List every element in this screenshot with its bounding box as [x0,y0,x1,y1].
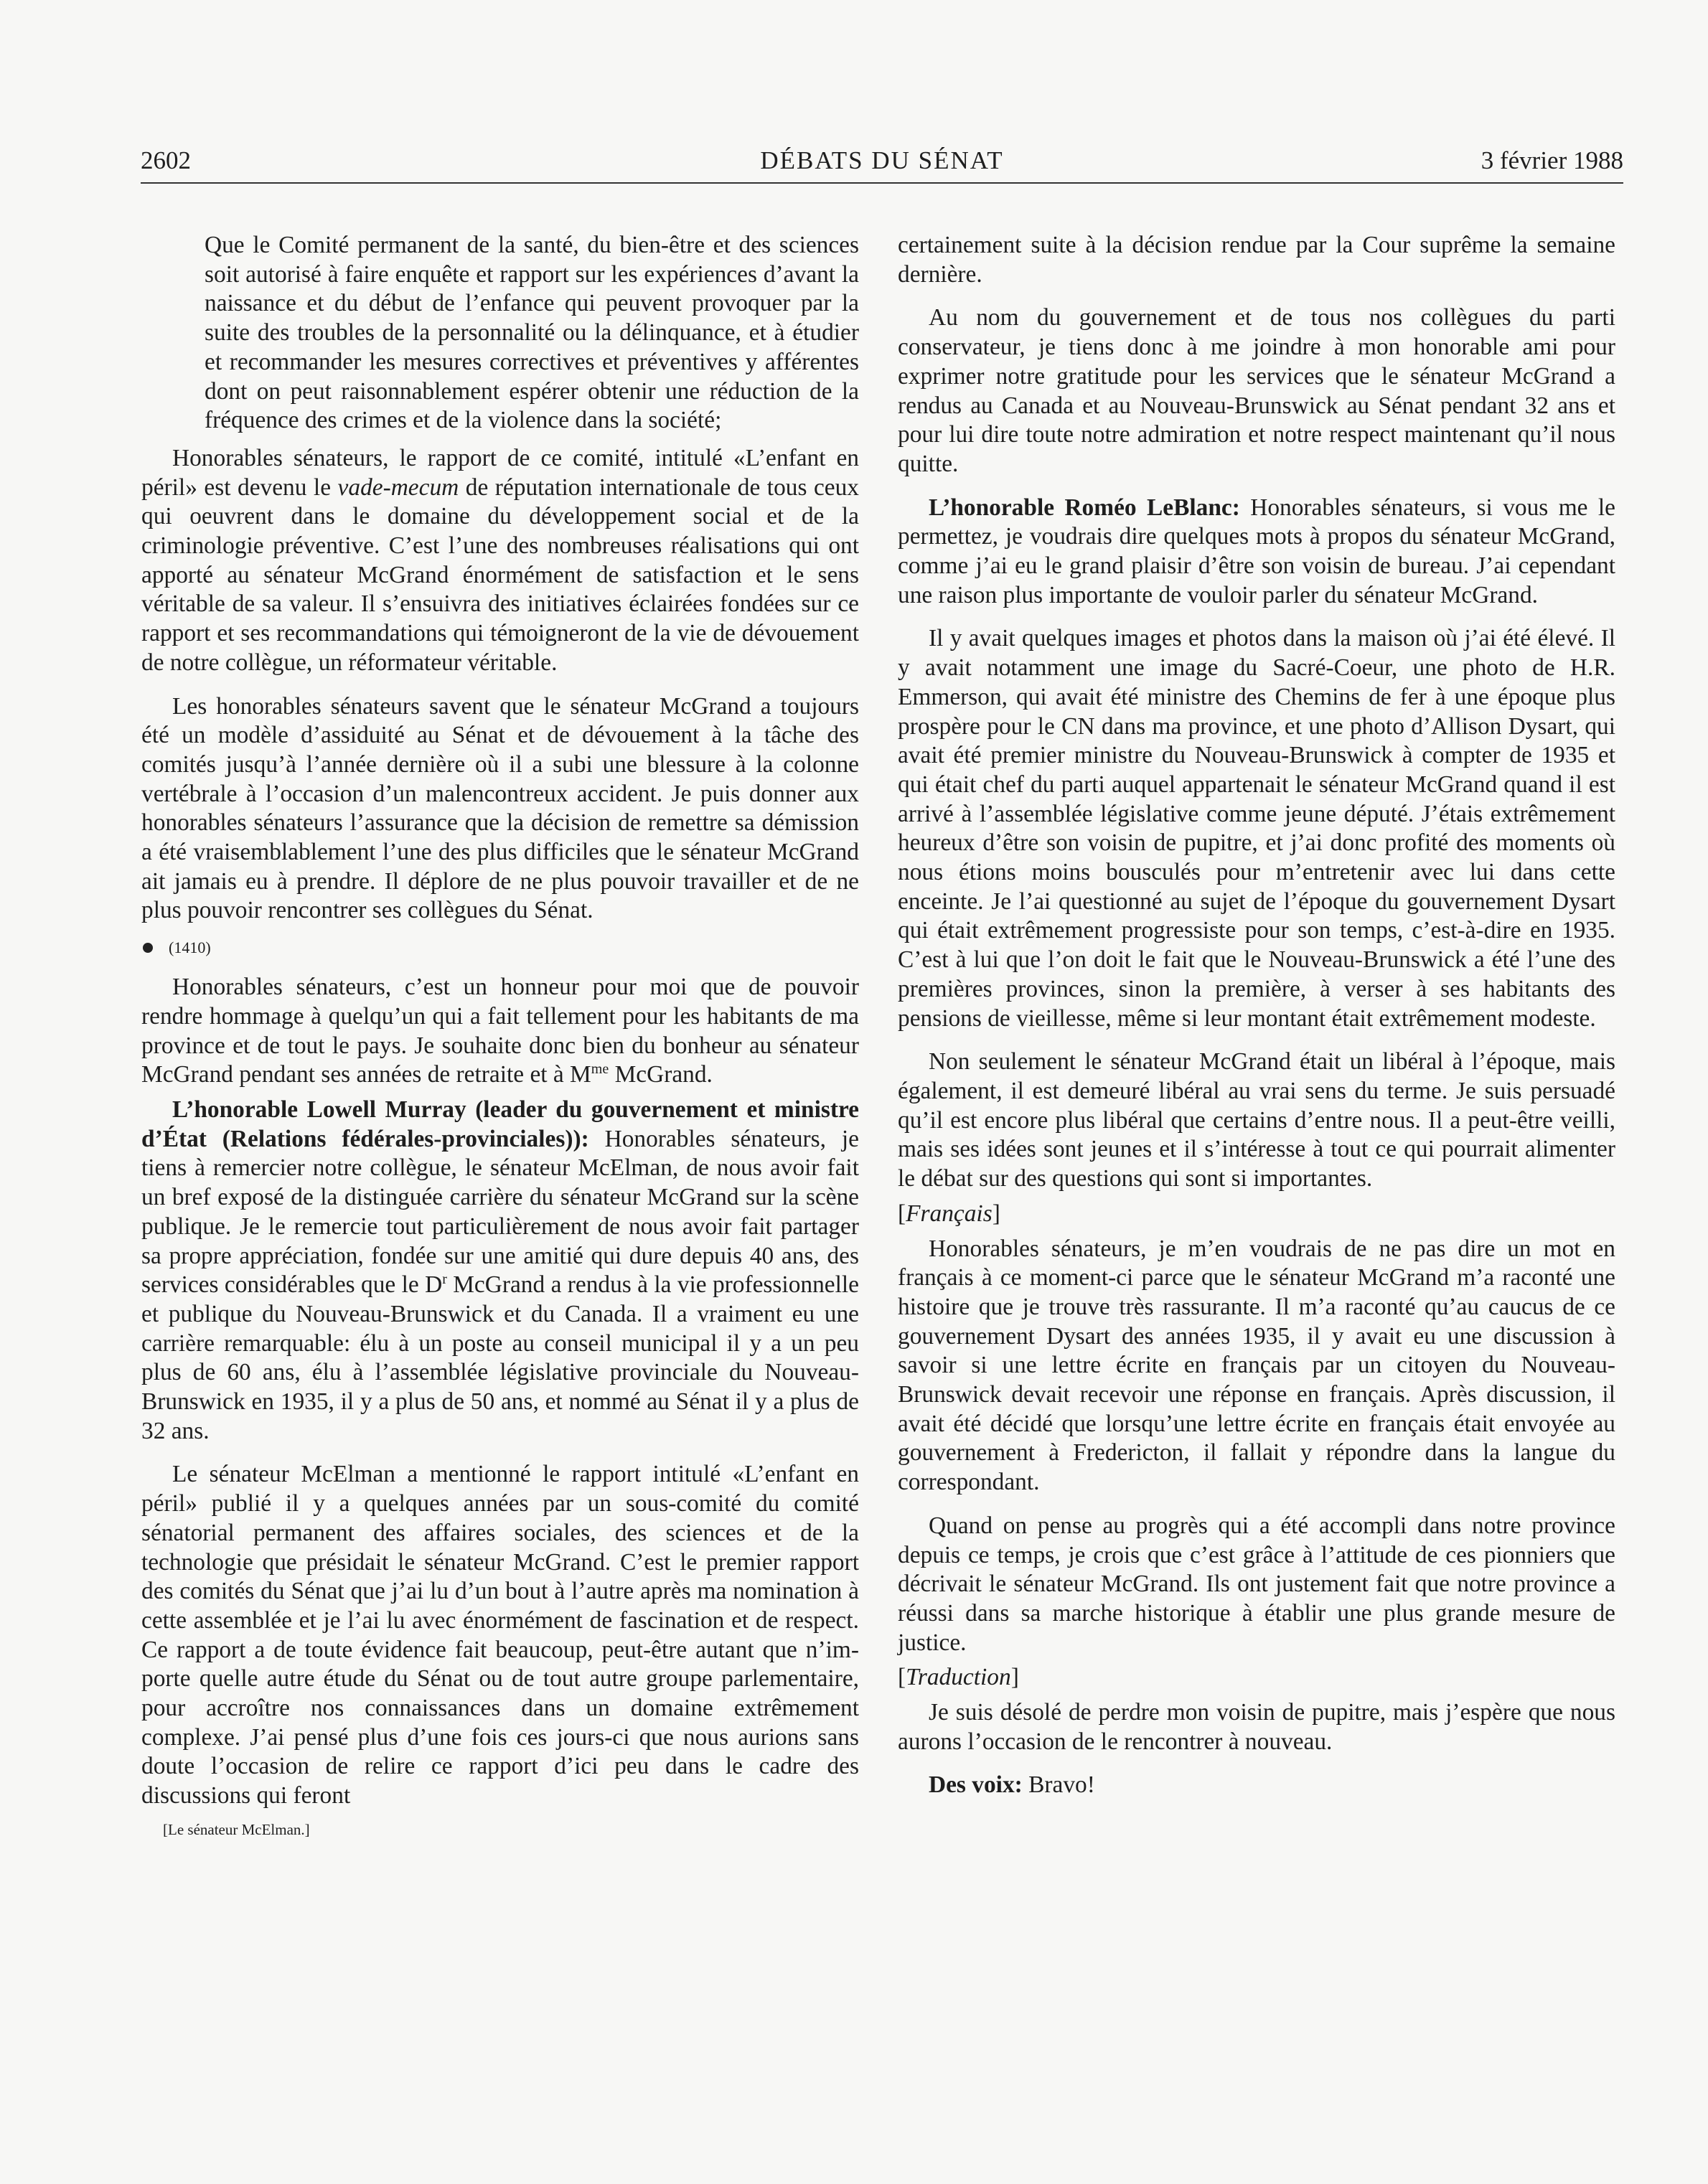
time-stamp: (1410) [169,938,211,957]
emphasis: vade-mecum [337,474,459,501]
speaker-name: L’honorable Roméo LeBlanc: [929,494,1240,521]
paragraph: Les honorables sénateurs savent que le sénateur McGrand a toujours été un modèle d’assiduité au Sénat et de dévouement à la tâche des comités jusqu’à l’année dernière où il a subi une blessure à la colonne vertébrale à l’occasion d’un malencontreux accident. Je puis donner aux honorables sénateurs l’assurance que la décision de remettre sa démission a été vraisemblablement l’une des plus difficiles que le sénateur McGrand ait jamais eu à prendre. Il déplore de ne plus pouvoir travailler et de ne plus pouvoir rencontrer ses collègues du Sénat. [141,692,859,924]
language-marker: [Traduction] [898,1664,1019,1691]
speaker-name: L’honorable Lowell Murray (leader du gouvernement et ministre d’État (Relations fédérales-provinciales)): [141,1096,859,1152]
speech-paragraph: L’honorable Lowell Murray (leader du gouvernement et ministre d’État (Relations fédérales-provinciales)): Honorables sénateurs, je tiens à remercier notre collègue, le sénateur McElman, de nous avoir fait un bref exposé de la distinguée carrière du sénateur McGrand sur la scène publique. Je le remercie tout particulièrement de nous avoir fait partager sa propre appréciation, fondée sur une amitié qui dure depuis 40 ans, des services considérables que le $D^r$ McGrand a rendus à la vie professionnelle et publique du Nouveau-Brunswick et du Canada. Il a vraiment eu une carrière remarquable: élu à un poste au conseil municipal il y a un peu plus de 60 ans, élu à l’assemblée législative provinciale du Nouveau-Brunswick en 1935, il y a plus de 50 ans, et nommé au Sénat il y a plus de 32 ans. [141,1096,859,1444]
paragraph: Le sénateur McElman a mentionné le rapport intitulé «L’enfant en péril» publié il y a quelques années par un sous-comité du comité sénatorial permanent des affaires sociales, des sciences et de la technologie que présidait le sénateur McGrand. C’est le premier rapport des comités du Sénat que j’ai lu d’un bout à l’autre après ma nomination à cette assemblée et je l’ai lu avec énormément de fascination et de respect. Ce rapport a de toute évidence fait beaucoup, peut-être autant que n’importe quelle autre étude du Sénat ou de tout autre groupe parlementaire, pour accroître nos connaissances dans un domaine extrêmement complexe. J’ai pensé plus d’une fois ces jours-ci que nous aurions sans doute l’occasion de relire ce rapport d’ici peu dans le cadre des discussions qui feront [141,1461,859,1809]
footnote: [Le sénateur McElman.] [163,1820,310,1838]
speech-paragraph: Des voix: Bravo! [929,1771,1095,1799]
page-number: 2602 [141,146,191,174]
right-column [898,231,1615,1814]
left-column [141,231,859,1840]
paragraph: certainement suite à la décision rendue par la Cour suprême la semaine dernière. [898,232,1615,288]
paragraph: Honorables sénateurs, c’est un honneur pour moi que de pouvoir rendre hommage à quelqu’un qui a fait tellement pour les habitants de ma province et de tout le pays. Je souhaite donc bien du bonheur au sénateur McGrand pendant ses années de retraite et à $M^{me}$ McGrand. [141,974,859,1088]
paragraph: Quand on pense au progrès qui a été accompli dans notre province depuis ce temps, je crois que c’est grâce à l’attitude de ces pionniers que décrivait le sénateur McGrand. Ils ont justement fait que notre province a réussi dans sa marche historique à établir une plus grande mesure de justice. [898,1512,1615,1656]
paragraph: Non seulement le sénateur McGrand était un libéral à l’époque, mais également, il est demeuré libéral au vrai sens du terme. Je suis persuadé qu’il est encore plus libéral que certains d’entre nous. Il a peut-être veilli, mais ses idées sont jeunes et il s’intéresse à tout ce qui pourrait alimenter le débat sur des questions qui sont si importantes. [898,1048,1615,1192]
paragraph: Je suis désolé de perdre mon voisin de pupitre, mais j’espère que nous aurons l’occasion de le rencontrer à nouveau. [898,1699,1615,1755]
paragraph: Honorables sénateurs, le rapport de ce comité, intitulé «L’enfant en péril» est devenu le vade-mecum de réputation internationale de tous ceux qui oeuvrent dans le domaine du développement social et de la criminologie préventive. C’est l’une des nombreuses réalisations qui ont apporté au sénateur McGrand énormément de satisfaction et le sens véritable de sa valeur. Il s’ensuivra des initiatives éclairées fondées sur ce rapport et ses recommandations qui témoigneront de la vie de dévouement de notre collègue, un réformateur véritable. [141,444,859,676]
publication-date: 3 février 1988 [1481,146,1623,174]
paragraph: Au nom du gouvernement et de tous nos collègues du parti conservateur, je tiens donc à me joindre à mon honorable ami pour exprimer notre gratitude pour les services que le sénateur McGrand a rendus au Canada et au Nouveau-Brunswick au Sénat pendant 32 ans et pour lui dire toute notre admiration et notre respect maintenant qu’il nous quitte. [898,304,1615,477]
bullet-dot-icon [143,943,153,953]
motion-quote: Que le Comité permanent de la santé, du bien-être et des sciences soit autorisé à faire enquête et rapport sur les expériences d’avant la naissance et du début de l’enfance qui peuvent provoquer par la suite des troubles de la personnalité ou la délinquance, et à étudier et recommander les mesures correctives et préventives y afférentes dont on peut raisonnablement espérer obtenir une réduction de la fréquence des crimes et de la violence dans la société; [205,232,859,434]
speaker-name: Des voix: [929,1771,1023,1799]
time-marker [141,937,859,959]
language-marker: [Français] [898,1200,1000,1227]
speech-paragraph: L’honorable Roméo LeBlanc: Honorables sénateurs, si vous me le permettez, je voudrais dire quelques mots à propos du sénateur McGrand, comme j’ai eu le grand plaisir d’être son voisin de bureau. J’ai cependant une raison plus importante de vouloir parler du sénateur McGrand. [898,494,1615,608]
page-header [141,146,1623,184]
publication-title: DÉBATS DU SÉNAT [760,146,1004,174]
paragraph: Honorables sénateurs, je m’en voudrais de ne pas dire un mot en français à ce moment-ci parce que le sénateur McGrand m’a raconté une histoire que je trouve très rassurante. Il m’a raconté qu’au caucus de ce gouvernement Dysart des années 1935, il y avait eu une discussion à savoir si une lettre écrite en français par un citoyen du Nouveau-Brunswick devait recevoir une réponse en français. Après discussion, il avait été décidé que lorsqu’une lettre écrite en français était envoyée au gouvernement à Fredericton, il fallait y répondre dans la langue du correspondant. [898,1235,1615,1496]
paragraph: Il y avait quelques images et photos dans la maison où j’ai été élevé. Il y avait notamment une image du Sacré-Coeur, une photo de H.R. Emmerson, qui avait été ministre des Chemins de fer à une époque plus prospère pour le CN dans ma province, et une photo d’Allison Dysart, qui avait été premier ministre du Nouveau-Brunswick à compter de 1935 et qui était chef du parti auquel appartenait le sénateur McGrand quand il est arrivé à l’assemblée législative comme jeune député. J’étais extrêmement heureux d’être son voisin de pupitre, et j’ai donc profité des moments où nous étions moins bousculés pour m’entretenir avec lui dans cette enceinte. Je l’ai questionné au sujet de l’époque du gouvernement Dysart qui était extrêmement progressiste pour son temps, c’est-à-dire en 1935. C’est à lui que l’on doit le fait que le Nouveau-Brunswick a été l’une des premières provinces, sinon la première, à verser à ses habitants des pensions de vieillesse, même si leur montant était extrêmement modeste. [898,625,1615,1032]
